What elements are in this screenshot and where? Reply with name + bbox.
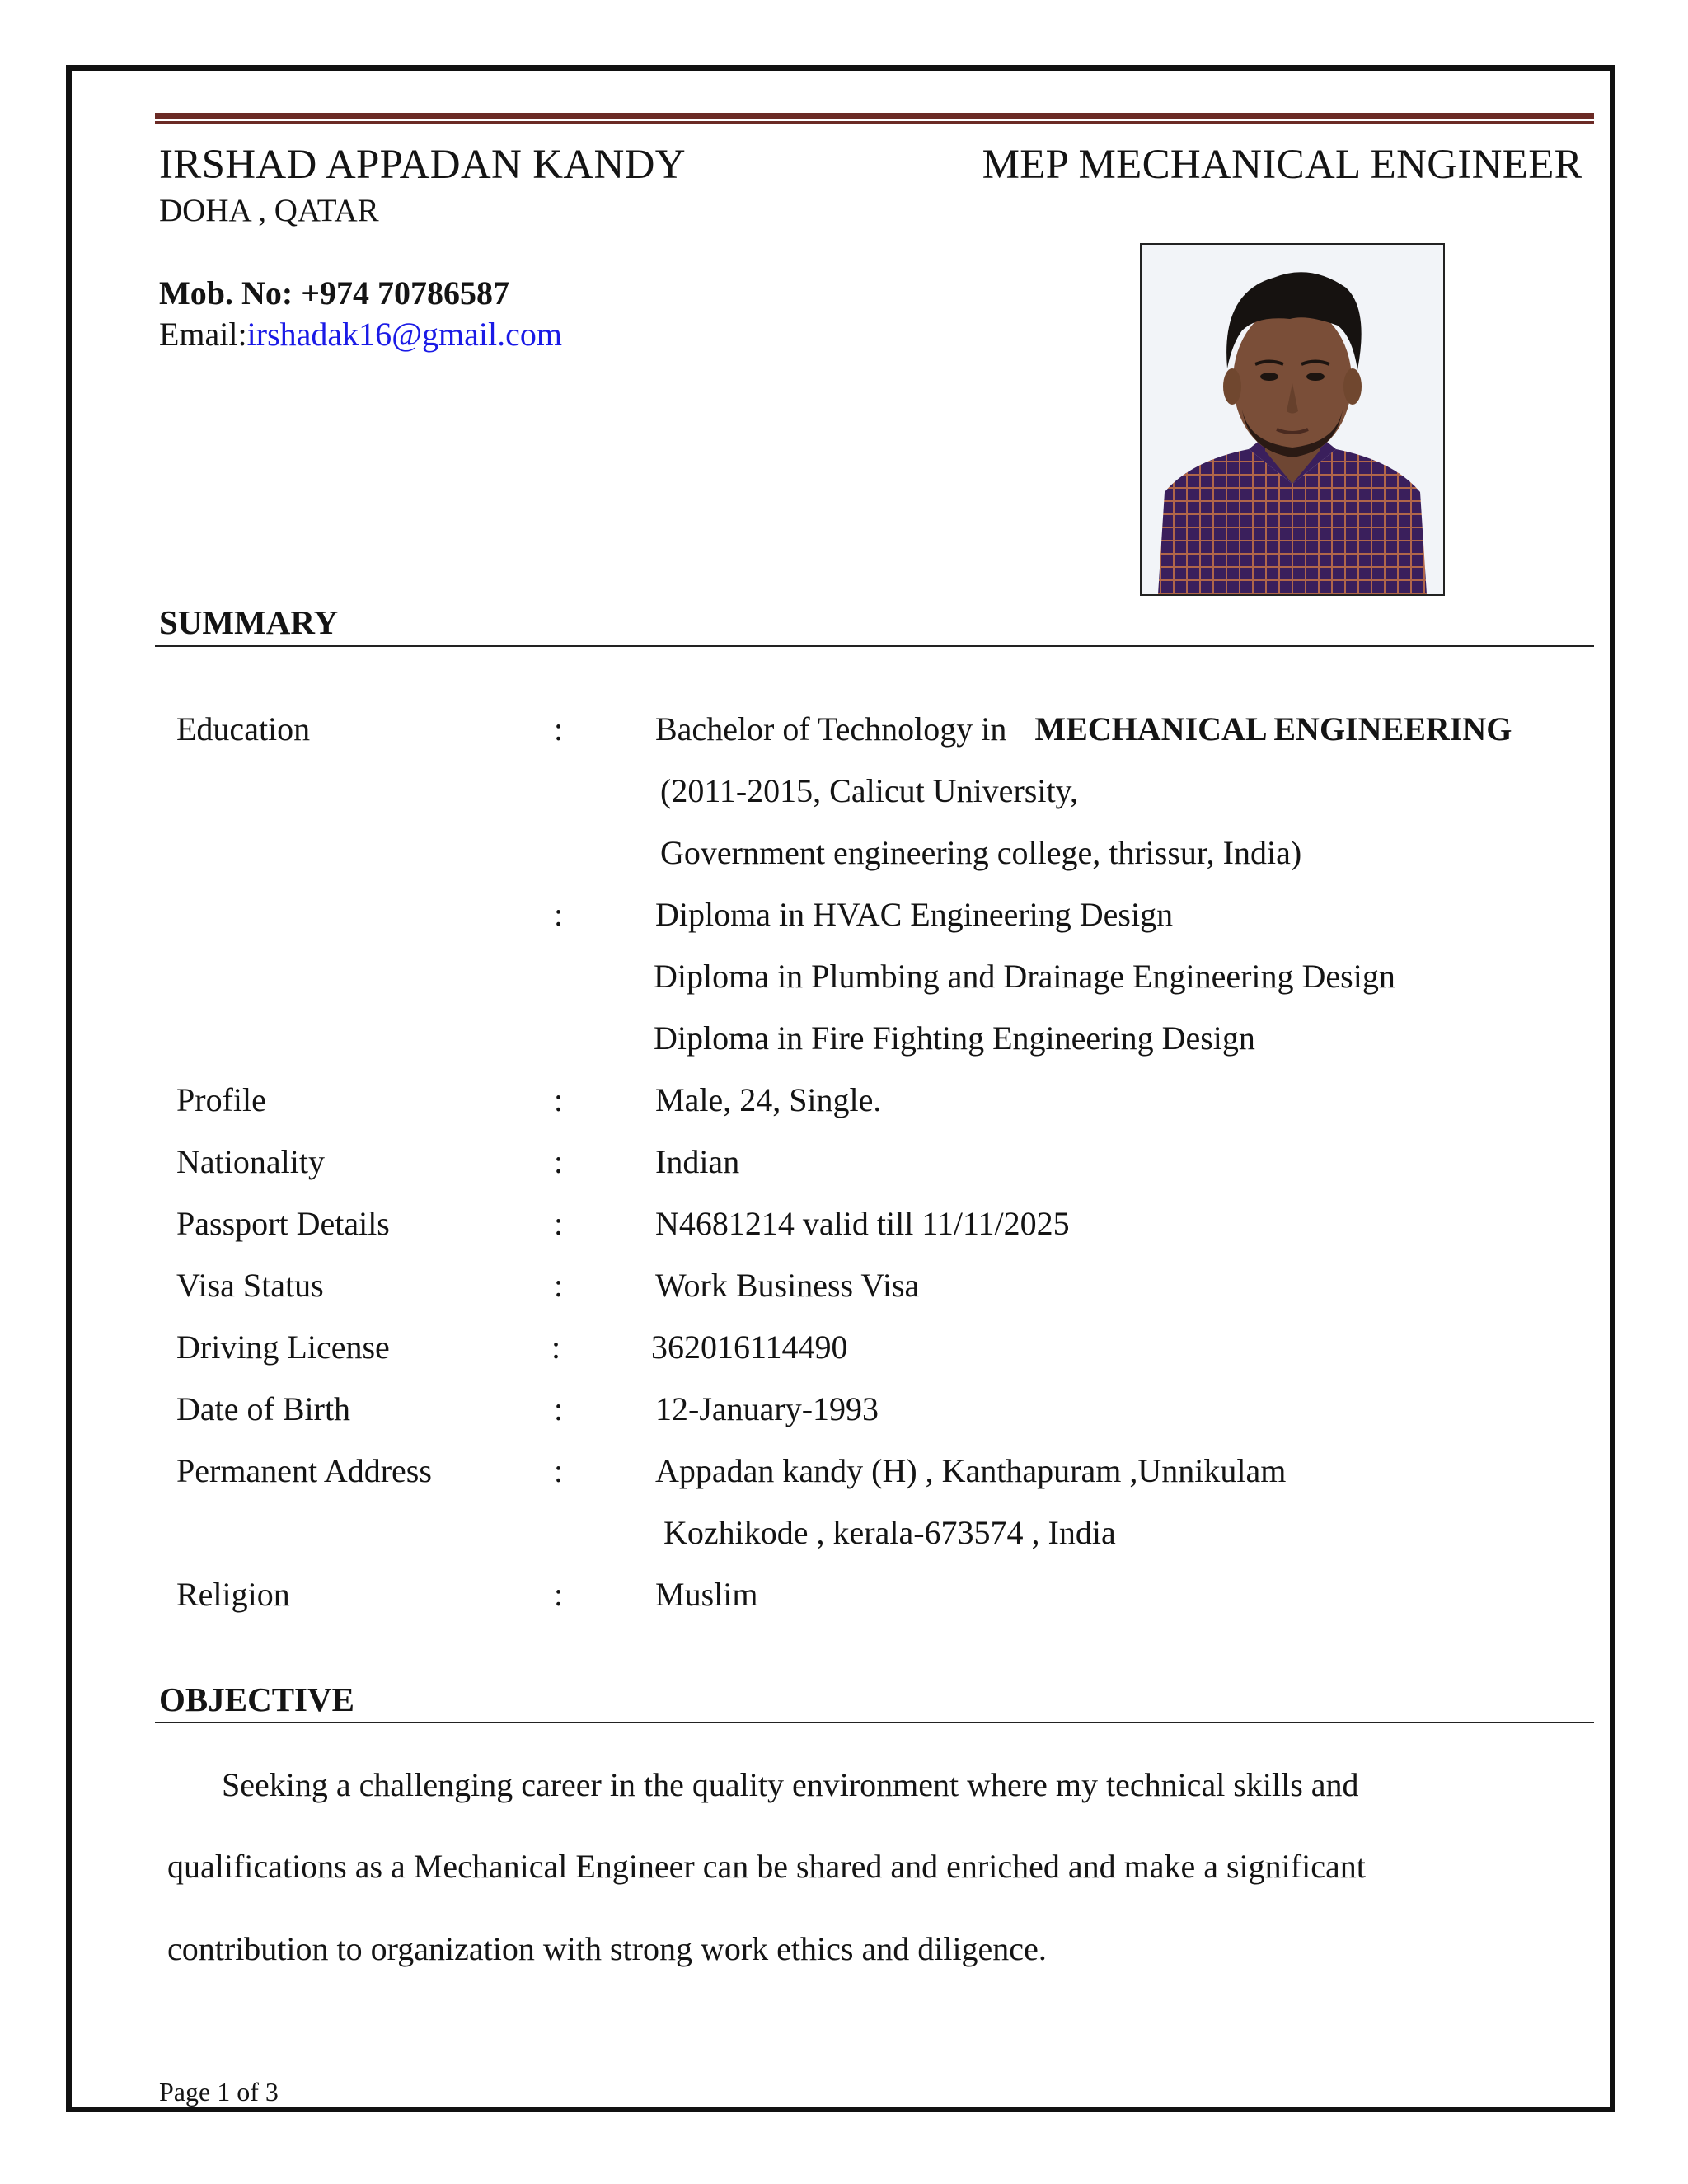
objective-line-3: contribution to organization with strong work ethics and diligence. (167, 1930, 1047, 1967)
license-label: Driving License (176, 1329, 390, 1366)
nationality-label: Nationality (176, 1143, 325, 1180)
profile-photo (1140, 243, 1445, 596)
address-colon: : (554, 1452, 564, 1489)
dob-value: 12-January-1993 (655, 1390, 879, 1427)
email-link[interactable]: irshadak16@gmail.com (246, 316, 562, 353)
objective-rule (155, 1722, 1594, 1723)
objective-heading: OBJECTIVE (159, 1680, 354, 1718)
passport-value: N4681214 valid till 11/11/2025 (655, 1205, 1070, 1242)
mobile-number: Mob. No: +974 70786587 (159, 274, 509, 312)
person-portrait-icon (1142, 245, 1443, 594)
job-title: MEP MECHANICAL ENGINEER (982, 142, 1582, 188)
profile-value: Male, 24, Single. (655, 1081, 882, 1118)
visa-colon: : (554, 1267, 564, 1304)
nationality-value: Indian (655, 1143, 740, 1180)
education-degree-prefix: Bachelor of Technology in (655, 710, 1007, 748)
nationality-colon: : (554, 1143, 564, 1180)
profile-colon: : (554, 1081, 564, 1118)
dob-colon: : (554, 1390, 564, 1427)
education-major: MECHANICAL ENGINEERING (1034, 710, 1512, 748)
address-line-2: Kozhikode , kerala-673574 , India (663, 1514, 1116, 1551)
visa-label: Visa Status (176, 1267, 324, 1304)
religion-colon: : (554, 1576, 564, 1613)
education-college: Government engineering college, thrissur, India) (660, 834, 1302, 871)
page-number: Page 1 of 3 (159, 2077, 279, 2107)
header-rule-thick (155, 113, 1594, 119)
education-university: (2011-2015, Calicut University, (660, 772, 1078, 809)
religion-label: Religion (176, 1576, 290, 1613)
education-colon: : (554, 710, 564, 748)
license-colon: : (551, 1329, 561, 1366)
location: DOHA , QATAR (159, 193, 379, 228)
diploma-colon: : (554, 896, 564, 933)
header-rule-thin (155, 121, 1594, 124)
email-row (159, 316, 562, 354)
license-value: 362016114490 (651, 1329, 848, 1366)
summary-heading: SUMMARY (159, 603, 339, 641)
objective-line-1: Seeking a challenging career in the quality environment where my technical skills and (222, 1766, 1359, 1803)
dob-label: Date of Birth (176, 1390, 351, 1427)
diploma-fire-fighting: Diploma in Fire Fighting Engineering Design (654, 1019, 1255, 1057)
profile-label: Profile (176, 1081, 266, 1118)
passport-label: Passport Details (176, 1205, 390, 1242)
religion-value: Muslim (655, 1576, 758, 1613)
summary-rule (155, 645, 1594, 647)
objective-line-2: qualifications as a Mechanical Engineer can be shared and enriched and make a significant (167, 1848, 1366, 1885)
visa-value: Work Business Visa (655, 1267, 920, 1304)
education-degree (655, 710, 1512, 748)
education-label: Education (176, 710, 311, 748)
diploma-plumbing: Diploma in Plumbing and Drainage Engineering Design (654, 958, 1395, 995)
passport-colon: : (554, 1205, 564, 1242)
email-label: Email: (159, 316, 247, 353)
address-line-1: Appadan kandy (H) , Kanthapuram ,Unnikulam (655, 1452, 1287, 1489)
diploma-hvac: Diploma in HVAC Engineering Design (655, 896, 1174, 933)
candidate-name: IRSHAD APPADAN KANDY (159, 142, 686, 188)
address-label: Permanent Address (176, 1452, 432, 1489)
